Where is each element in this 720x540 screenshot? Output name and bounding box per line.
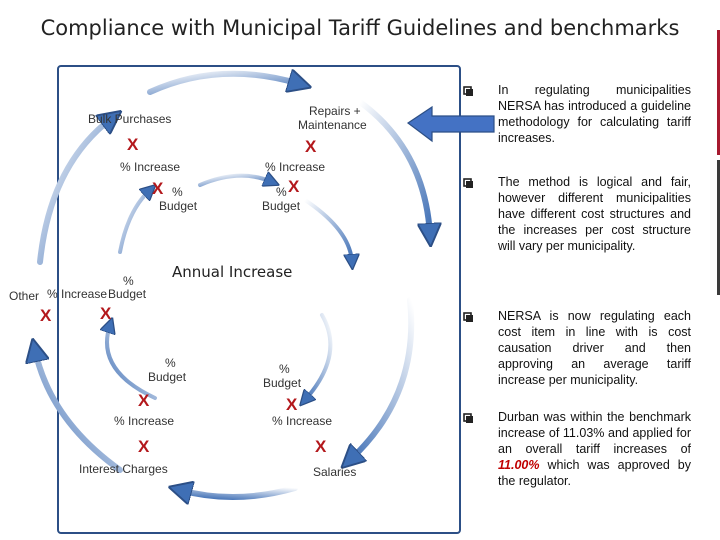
bullet-3: NERSA is now regulating each cost item in line with is cost causation driver and then approving an average tariff increase per municipality. <box>498 309 691 387</box>
salaries-label: Salaries <box>313 465 357 479</box>
repairs-label-line1: Repairs + <box>309 104 361 118</box>
other-pct-label: % <box>123 274 134 288</box>
inner-arrow-right <box>305 200 352 262</box>
other-budget-x-mark: X <box>100 304 112 323</box>
bulk-budget-x-mark: X <box>152 179 164 198</box>
bulk-x-mark: X <box>127 135 139 154</box>
bullet-4-text-after: which was approved by the regulator. <box>498 458 691 488</box>
page-title: Compliance with Municipal Tariff Guidelines and benchmarks <box>40 16 680 40</box>
interest-increase-label: % Increase <box>114 414 175 428</box>
interest-budget-label: Budget <box>148 370 187 384</box>
interest-x-mark: X <box>138 437 150 456</box>
arrow-left-bottom <box>35 350 120 470</box>
inner-arrow-left <box>120 190 150 252</box>
arrow-left-top <box>40 118 112 262</box>
repairs-budget-label: Budget <box>262 199 301 213</box>
repairs-increase-label: % Increase <box>265 160 326 174</box>
bullet-square-icon <box>463 86 473 96</box>
bulk-purchases-label: Bulk Purchases <box>88 112 172 126</box>
bullet-2: The method is logical and fair, however different municipalities have different cost structures and the increases per cost structure will vary per municipality. <box>498 175 691 253</box>
other-budget-label: Budget <box>108 287 147 301</box>
interest-pct-label: % <box>165 356 176 370</box>
salaries-pct-label: % <box>279 362 290 376</box>
interest-charges-label: Interest Charges <box>79 462 168 476</box>
bullet-4-highlight: 11.00% <box>498 458 540 472</box>
bulk-pct-label: % <box>172 185 183 199</box>
repairs-label-line2: Maintenance <box>298 118 367 132</box>
bulk-budget-label: Budget <box>159 199 198 213</box>
bulk-increase-label: % Increase <box>120 160 181 174</box>
bullet-4-text: Durban was within the benchmark increase of 11.03% and applied for an overall tariff increases of <box>498 410 691 456</box>
inner-arrow-top <box>200 176 272 185</box>
interest-budget-x-mark: X <box>138 391 150 410</box>
salaries-x-mark: X <box>315 437 327 456</box>
arrow-bottom <box>180 488 295 497</box>
other-x-mark: X <box>40 306 52 325</box>
center-label: Annual Increase <box>172 263 293 281</box>
inner-arrow-bottom-left <box>107 325 155 398</box>
bullet-square-icon <box>463 413 473 423</box>
arrow-right-bottom <box>350 300 411 460</box>
bullet-1: In regulating municipalities NERSA has introduced a guideline methodology for calculating tariff increases. <box>498 83 691 145</box>
repairs-budget-x-mark: X <box>288 177 300 196</box>
bullet-square-icon <box>463 312 473 322</box>
pointer-arrow-icon <box>406 105 498 145</box>
bullet-square-icon <box>463 178 473 188</box>
other-label: Other <box>9 289 40 303</box>
salaries-budget-x-mark: X <box>286 395 298 414</box>
repairs-pct-label: % <box>276 185 287 199</box>
salaries-increase-label: % Increase <box>272 414 333 428</box>
salaries-budget-label: Budget <box>263 376 302 390</box>
bullet-4 <box>498 409 691 489</box>
arrow-top <box>150 74 300 92</box>
other-increase-label: % Increase <box>47 287 108 301</box>
inner-arrow-right-low <box>305 315 330 400</box>
repairs-x-mark: X <box>305 137 317 156</box>
